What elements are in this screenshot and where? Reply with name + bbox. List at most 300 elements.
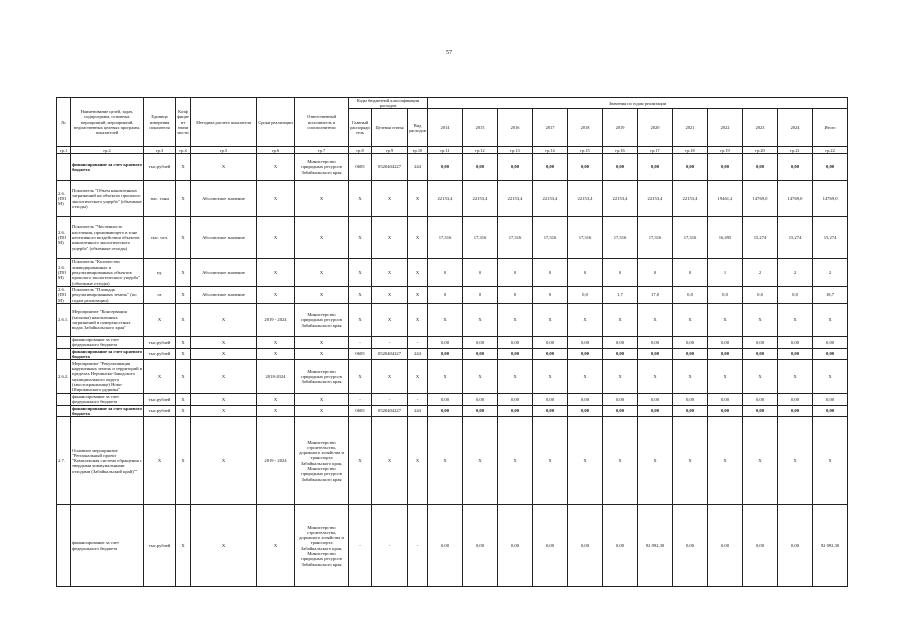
table-cell: Х bbox=[428, 417, 463, 505]
table-cell: Х bbox=[257, 217, 295, 259]
table-cell: Х bbox=[176, 154, 191, 181]
column-number: гр.22 bbox=[813, 147, 848, 154]
header-budget-code: Главный распорядитель bbox=[349, 109, 372, 147]
table-cell: 17,316 bbox=[463, 217, 498, 259]
row-number bbox=[57, 394, 71, 406]
row-number: 2.6. (ПОМ) bbox=[57, 181, 71, 217]
header-year: 2024 bbox=[778, 109, 813, 147]
table-cell: - bbox=[349, 505, 372, 587]
table-cell: Х bbox=[778, 417, 813, 505]
table-cell: Х bbox=[673, 303, 708, 336]
table-cell: Х bbox=[176, 505, 191, 587]
table-cell: Х bbox=[295, 394, 349, 406]
table-cell: Министерство природных ресурсов Забайкальского края bbox=[295, 154, 349, 181]
table-cell: Х bbox=[295, 348, 349, 360]
table-cell: Х bbox=[257, 348, 295, 360]
table-cell: 22153,4 bbox=[428, 181, 463, 217]
table-cell: 0 bbox=[498, 287, 533, 304]
table-cell: Х bbox=[191, 505, 257, 587]
table-cell: 0,00 bbox=[603, 348, 638, 360]
table-cell: Х bbox=[257, 405, 295, 417]
row-name: финансирование за счет федерального бюджета bbox=[71, 336, 144, 348]
table-cell: 0,00 bbox=[708, 405, 743, 417]
table-cell: 0,00 bbox=[743, 348, 778, 360]
table-cell: Х bbox=[372, 287, 408, 304]
table-cell: Х bbox=[176, 181, 191, 217]
table-cell: 0,00 bbox=[428, 505, 463, 587]
table-cell: 0,00 bbox=[708, 505, 743, 587]
table-cell: тыс.рублей bbox=[144, 336, 176, 348]
table-cell: Х bbox=[708, 417, 743, 505]
table-cell: Х bbox=[498, 303, 533, 336]
header-unit: Единица измерения показателя bbox=[144, 98, 176, 147]
table-cell: Х bbox=[257, 336, 295, 348]
column-number: гр.17 bbox=[638, 147, 673, 154]
table-cell: - bbox=[408, 336, 428, 348]
table-cell: Х bbox=[778, 360, 813, 394]
table-cell: Х bbox=[191, 348, 257, 360]
table-cell: 0,00 bbox=[743, 394, 778, 406]
table-cell: 0,00 bbox=[673, 405, 708, 417]
table-cell: 0,00 bbox=[673, 394, 708, 406]
table-cell: Х bbox=[349, 417, 372, 505]
table-cell: 0,0 bbox=[778, 287, 813, 304]
table-cell: Х bbox=[257, 154, 295, 181]
table-cell: 0,00 bbox=[463, 405, 498, 417]
column-number: гр.2 bbox=[71, 147, 144, 154]
table-cell: Абсолютное значение bbox=[191, 181, 257, 217]
column-number: гр.20 bbox=[743, 147, 778, 154]
table-cell: 0 bbox=[568, 259, 603, 287]
row-name: Показатель "Численность населения, проживающего в зоне негативного воздействия объектов накопленного экологического ущерба" (объемные отходы) bbox=[71, 217, 144, 259]
table-cell: 0,0 bbox=[743, 287, 778, 304]
row-number: 2.6. (ПОМ) bbox=[57, 259, 71, 287]
table-cell: 0,0 bbox=[673, 287, 708, 304]
table-cell: Х bbox=[257, 181, 295, 217]
table-cell: Х bbox=[603, 303, 638, 336]
table-cell: Х bbox=[144, 303, 176, 336]
table-cell: 0,00 bbox=[463, 505, 498, 587]
table-cell: 14769,0 bbox=[743, 181, 778, 217]
row-number bbox=[57, 154, 71, 181]
table-cell: - bbox=[408, 394, 428, 406]
table-cell: Х bbox=[463, 417, 498, 505]
table-cell: Х bbox=[349, 217, 372, 259]
table-cell: 17,0 bbox=[638, 287, 673, 304]
table-cell: 0520404227 bbox=[372, 348, 408, 360]
page-number: 57 bbox=[446, 50, 452, 56]
header-budget-code: Целевая статья bbox=[372, 109, 408, 147]
table-cell: 0,00 bbox=[603, 405, 638, 417]
table-cell: 244 bbox=[408, 154, 428, 181]
column-number: гр.14 bbox=[533, 147, 568, 154]
table-cell: Министерство строительства, дорожного хозяйства и транспорта Забайкальского края, Министерство природных ресурсов Забайкальского края bbox=[295, 505, 349, 587]
table-cell: 0,00 bbox=[428, 348, 463, 360]
table-cell: 0,00 bbox=[638, 348, 673, 360]
table-cell: 0,00 bbox=[708, 154, 743, 181]
table-cell: Х bbox=[708, 303, 743, 336]
table-cell: 2019 - 2024 bbox=[257, 417, 295, 505]
table-cell: Х bbox=[295, 181, 349, 217]
table-cell: Х bbox=[743, 417, 778, 505]
row-number: 2.6.2. bbox=[57, 360, 71, 394]
table-cell: 0,00 bbox=[708, 394, 743, 406]
table-cell: Х bbox=[144, 417, 176, 505]
table-cell: Х bbox=[673, 417, 708, 505]
table-cell: 22153,4 bbox=[673, 181, 708, 217]
table-cell: Х bbox=[638, 360, 673, 394]
table-cell: Х bbox=[349, 259, 372, 287]
column-number: гр.10 bbox=[408, 147, 428, 154]
table-cell: Х bbox=[408, 303, 428, 336]
table-cell: 22153,4 bbox=[568, 181, 603, 217]
table-cell: Х bbox=[708, 360, 743, 394]
header-year: 2017 bbox=[533, 109, 568, 147]
table-row bbox=[57, 154, 848, 181]
row-name: Мероприятие "Консервация (засыпка) накопленных загрязнений в поверхностных водах Забайкальского края" bbox=[71, 303, 144, 336]
table-cell: 0,00 bbox=[533, 405, 568, 417]
table-cell: Х bbox=[408, 259, 428, 287]
table-cell: 0,00 bbox=[533, 348, 568, 360]
table-cell: 0605 bbox=[349, 405, 372, 417]
table-cell: Х bbox=[743, 360, 778, 394]
table-cell: тыс.рублей bbox=[144, 154, 176, 181]
table-cell: 0 bbox=[428, 287, 463, 304]
header-year: 2023 bbox=[743, 109, 778, 147]
table-cell: 22153,4 bbox=[498, 181, 533, 217]
table-cell: Х bbox=[349, 287, 372, 304]
table-cell: 0,00 bbox=[603, 336, 638, 348]
table-cell: Х bbox=[568, 417, 603, 505]
table-cell: Х bbox=[349, 360, 372, 394]
table-cell: Х bbox=[295, 405, 349, 417]
table-cell: 17,316 bbox=[533, 217, 568, 259]
table-row bbox=[57, 336, 848, 348]
column-number: гр.18 bbox=[673, 147, 708, 154]
table-cell: Х bbox=[673, 360, 708, 394]
column-number: гр.6 bbox=[257, 147, 295, 154]
table-cell: 2 bbox=[813, 259, 848, 287]
row-number: 2.6. (ПОМ) bbox=[57, 287, 71, 304]
table-cell: 0 bbox=[463, 287, 498, 304]
table-cell: 0 bbox=[463, 259, 498, 287]
table-cell: 17,316 bbox=[603, 217, 638, 259]
table-cell: 0,00 bbox=[813, 336, 848, 348]
table-cell: Х bbox=[176, 336, 191, 348]
header-period: Сроки реализации bbox=[257, 98, 295, 147]
table-cell: 0,0 bbox=[708, 287, 743, 304]
table-row bbox=[57, 405, 848, 417]
table-cell: Х bbox=[603, 360, 638, 394]
table-cell: Х bbox=[533, 417, 568, 505]
table-cell: 0,00 bbox=[568, 336, 603, 348]
table-cell: 2 bbox=[778, 259, 813, 287]
table-cell: Х bbox=[295, 287, 349, 304]
table-cell: тыс. чел. bbox=[144, 217, 176, 259]
table-cell: тыс. тонн bbox=[144, 181, 176, 217]
table-cell: 0,00 bbox=[533, 394, 568, 406]
table-cell: 0,00 bbox=[638, 394, 673, 406]
table-cell: 22153,4 bbox=[603, 181, 638, 217]
header-method: Методика расчета показателя bbox=[191, 98, 257, 147]
table-row bbox=[57, 181, 848, 217]
table-cell: Х bbox=[144, 360, 176, 394]
table-cell: 1,7 bbox=[603, 287, 638, 304]
row-name: Показатель "Объем накопленных загрязнений на объектах прошлого экологического ущерба" (объемные отходы) bbox=[71, 181, 144, 217]
table-cell: 0,00 bbox=[778, 394, 813, 406]
table-cell: 0,00 bbox=[498, 394, 533, 406]
table-cell: тыс.рублей bbox=[144, 394, 176, 406]
table-cell: Х bbox=[533, 303, 568, 336]
row-name: Показатель "Количество ликвидированных и рекультивированных объектов прошлого экологического ущерба" (объемные отходы) bbox=[71, 259, 144, 287]
table-cell: - bbox=[372, 394, 408, 406]
table-cell: Х bbox=[638, 417, 673, 505]
header-year: 2015 bbox=[463, 109, 498, 147]
program-table bbox=[56, 97, 848, 587]
table-cell: 15,274 bbox=[778, 217, 813, 259]
table-cell: 16,495 bbox=[708, 217, 743, 259]
column-number: гр.16 bbox=[603, 147, 638, 154]
table-cell: 0,00 bbox=[708, 348, 743, 360]
table-row bbox=[57, 287, 848, 304]
column-number: гр.19 bbox=[708, 147, 743, 154]
table-cell: 0,00 bbox=[498, 505, 533, 587]
column-number: гр.7 bbox=[295, 147, 349, 154]
table-cell: 19461,2 bbox=[708, 181, 743, 217]
row-name: финансирование за счет краевого бюджета bbox=[71, 154, 144, 181]
row-number bbox=[57, 405, 71, 417]
row-name: финансирование за счет краевого бюджета bbox=[72, 348, 142, 359]
table-cell: Х bbox=[176, 217, 191, 259]
table-cell: 0520404227 bbox=[372, 405, 408, 417]
column-number: гр.12 bbox=[463, 147, 498, 154]
table-cell: 0,00 bbox=[568, 348, 603, 360]
table-cell: 18,7 bbox=[813, 287, 848, 304]
table-cell: 17,316 bbox=[638, 217, 673, 259]
header-responsible: Ответственный исполнитель и соисполнители bbox=[295, 98, 349, 147]
table-cell: 0,00 bbox=[533, 505, 568, 587]
table-cell: 92 092,30 bbox=[638, 505, 673, 587]
table-cell: Х bbox=[813, 303, 848, 336]
table-cell: 0,00 bbox=[813, 348, 848, 360]
table-cell: Х bbox=[372, 417, 408, 505]
table-cell: Х bbox=[428, 303, 463, 336]
table-cell: Х bbox=[638, 303, 673, 336]
row-name: Основное мероприятие "Региональный проект "Комплексная система обращения с твердыми коммунальными отходами (Забайкальский край)"" bbox=[71, 417, 144, 505]
table-cell: 17,316 bbox=[428, 217, 463, 259]
header-year: 2014 bbox=[428, 109, 463, 147]
table-cell: 14769,0 bbox=[813, 181, 848, 217]
column-number: гр.15 bbox=[568, 147, 603, 154]
table-cell: Х bbox=[176, 259, 191, 287]
table-cell: ед. bbox=[144, 259, 176, 287]
header-year: 2016 bbox=[498, 109, 533, 147]
table-cell: Х bbox=[191, 405, 257, 417]
table-cell: Х bbox=[408, 417, 428, 505]
row-number: 2.6. (ПОМ) bbox=[57, 217, 71, 259]
table-cell: 0,00 bbox=[638, 405, 673, 417]
table-cell: Х bbox=[372, 303, 408, 336]
table-cell: Х bbox=[498, 417, 533, 505]
table-row bbox=[57, 348, 848, 360]
table-cell: Х bbox=[372, 259, 408, 287]
table-cell: 0 bbox=[603, 259, 638, 287]
table-cell: Х bbox=[813, 360, 848, 394]
table-row bbox=[57, 394, 848, 406]
table-cell: 0,00 bbox=[673, 336, 708, 348]
table-cell: 0,00 bbox=[463, 394, 498, 406]
header-budget-code: Вид расходов bbox=[408, 109, 428, 147]
column-number: гр.1 bbox=[57, 147, 71, 154]
table-cell: 17,316 bbox=[568, 217, 603, 259]
header-year: 2021 bbox=[673, 109, 708, 147]
table-cell: Х bbox=[813, 417, 848, 505]
table-cell: Х bbox=[295, 336, 349, 348]
table-cell: 0,00 bbox=[428, 336, 463, 348]
table-cell: Х bbox=[191, 303, 257, 336]
table-cell: 0,00 bbox=[568, 394, 603, 406]
table-cell: 0,00 bbox=[428, 405, 463, 417]
table-row bbox=[57, 505, 848, 587]
table-cell: 0,00 bbox=[813, 154, 848, 181]
table-cell: тыс.рублей bbox=[144, 505, 176, 587]
table-cell: 0,00 bbox=[673, 154, 708, 181]
table-row bbox=[57, 303, 848, 336]
table-cell: 0 bbox=[638, 259, 673, 287]
table-cell: Х bbox=[372, 360, 408, 394]
table-cell: Х bbox=[408, 181, 428, 217]
row-name: Мероприятие "Рекультивация нарушенных земель и территорий в пределах Нерчинско-Заводского муниципального округа (хвостохранилище) Ново-Широкинского рудника" bbox=[72, 360, 142, 393]
table-cell: Х bbox=[463, 303, 498, 336]
column-number: гр.4 bbox=[176, 147, 191, 154]
table-cell: 0,00 bbox=[743, 336, 778, 348]
table-cell: Х bbox=[176, 394, 191, 406]
table-cell: Х bbox=[778, 303, 813, 336]
table-cell: Х bbox=[568, 360, 603, 394]
table-cell: Х bbox=[568, 303, 603, 336]
table-cell: 0,00 bbox=[498, 405, 533, 417]
header-values-group: Значения по годам реализации bbox=[428, 98, 848, 109]
table-cell: Х bbox=[176, 303, 191, 336]
table-cell: 0,00 bbox=[428, 154, 463, 181]
table-cell: 0,00 bbox=[568, 405, 603, 417]
table-cell: 0,00 bbox=[533, 336, 568, 348]
header-year: 2018 bbox=[568, 109, 603, 147]
table-cell: 0,00 bbox=[778, 154, 813, 181]
table-cell: Х bbox=[176, 287, 191, 304]
table-row bbox=[57, 217, 848, 259]
table-cell: Х bbox=[191, 360, 257, 394]
header-num: № bbox=[57, 98, 71, 147]
header-year: 2020 bbox=[638, 109, 673, 147]
table-row bbox=[57, 360, 848, 394]
table-cell: 14769,0 bbox=[778, 181, 813, 217]
table-cell: Х bbox=[349, 181, 372, 217]
table-cell: 22153,4 bbox=[638, 181, 673, 217]
table-cell: 0,00 bbox=[778, 336, 813, 348]
table-cell: 15,274 bbox=[813, 217, 848, 259]
table-cell: 0,00 bbox=[673, 505, 708, 587]
table-cell: - bbox=[349, 336, 372, 348]
table-cell: Министерство природных ресурсов Забайкальского края bbox=[295, 303, 349, 336]
table-cell: 0,00 bbox=[498, 154, 533, 181]
row-name: Показатель "Площадь рекультивированных земель" (по годам реализации) bbox=[71, 287, 144, 304]
table-cell: 0,00 bbox=[603, 505, 638, 587]
column-number: гр.8 bbox=[349, 147, 372, 154]
header-name: Наименование целей, задач, подпрограмм, основных мероприятий, мероприятий, ведомственных целевых программ, показателей bbox=[71, 98, 144, 147]
table-cell: 0,00 bbox=[603, 154, 638, 181]
table-cell: 0605 bbox=[349, 154, 372, 181]
table-cell: Х bbox=[498, 360, 533, 394]
header-coef: Коэффициент значимости bbox=[176, 98, 191, 147]
table-cell: 0 bbox=[498, 259, 533, 287]
table-cell: 0,00 bbox=[743, 505, 778, 587]
table-cell: 0,00 bbox=[813, 405, 848, 417]
table-cell: тыс.рублей bbox=[144, 348, 176, 360]
column-number: гр.21 bbox=[778, 147, 813, 154]
table-cell: 0,00 bbox=[463, 154, 498, 181]
table-cell: Абсолютное значение bbox=[191, 287, 257, 304]
table-cell: - bbox=[349, 394, 372, 406]
header-year: 2022 bbox=[708, 109, 743, 147]
table-cell: Х bbox=[295, 259, 349, 287]
table-cell: 0520404227 bbox=[372, 154, 408, 181]
table-cell: 0,00 bbox=[743, 154, 778, 181]
column-number: гр.9 bbox=[372, 147, 408, 154]
table-row bbox=[57, 417, 848, 505]
table-cell: Х bbox=[191, 394, 257, 406]
table-cell: 0,00 bbox=[463, 336, 498, 348]
table-cell: Х bbox=[408, 360, 428, 394]
table-cell: 0,00 bbox=[778, 348, 813, 360]
table-cell: Министерство природных ресурсов Забайкальского края bbox=[295, 360, 349, 394]
table-cell: 0,00 bbox=[743, 405, 778, 417]
row-number bbox=[57, 336, 71, 348]
table-cell: Х bbox=[191, 417, 257, 505]
table-cell: 0,00 bbox=[673, 348, 708, 360]
table-cell: 17,316 bbox=[498, 217, 533, 259]
column-number: гр.5 bbox=[191, 147, 257, 154]
table-cell: 0 bbox=[533, 287, 568, 304]
row-number bbox=[57, 348, 71, 360]
table-cell: 0,00 bbox=[638, 154, 673, 181]
table-cell: га bbox=[144, 287, 176, 304]
table-cell: 0,00 bbox=[778, 405, 813, 417]
column-number: гр.13 bbox=[498, 147, 533, 154]
table-cell: Х bbox=[408, 217, 428, 259]
table-cell: Х bbox=[408, 287, 428, 304]
table-cell: 22153,4 bbox=[463, 181, 498, 217]
table-cell: 2 bbox=[743, 259, 778, 287]
table-cell: Х bbox=[257, 259, 295, 287]
table-cell: Х bbox=[372, 181, 408, 217]
table-cell: Х bbox=[176, 360, 191, 394]
row-name: финансирование за счет федерального бюджета bbox=[71, 394, 144, 406]
table-cell: - bbox=[372, 336, 408, 348]
table-cell: 0605 bbox=[349, 348, 372, 360]
table-cell: Х bbox=[257, 394, 295, 406]
table-cell: 0,00 bbox=[533, 154, 568, 181]
table-cell: Абсолютное значение bbox=[191, 217, 257, 259]
table-cell: Х bbox=[295, 217, 349, 259]
table-cell: Х bbox=[349, 303, 372, 336]
table-cell: 0 bbox=[673, 259, 708, 287]
table-cell: 0,00 bbox=[708, 336, 743, 348]
table-cell: 0,00 bbox=[568, 154, 603, 181]
table-cell: 0 bbox=[533, 259, 568, 287]
table-cell: 92 092,30 bbox=[813, 505, 848, 587]
row-number: 2.7. bbox=[57, 417, 71, 505]
